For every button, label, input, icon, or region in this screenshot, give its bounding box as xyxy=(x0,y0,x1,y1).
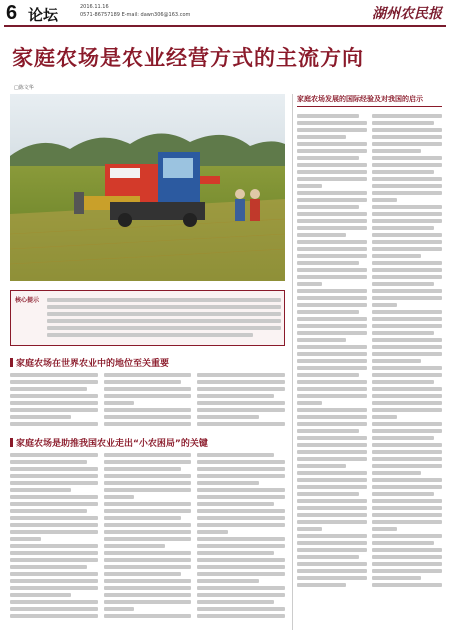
byline: □陈文华 xyxy=(14,85,34,91)
contact-line: 0571-86757189 E-mail: dawn306@163.com xyxy=(80,12,191,18)
section-heading-2: 家庭农场是助推我国农业走出“小农困局”的关键 xyxy=(10,436,208,449)
article-headline: 家庭农场是农业经营方式的主流方向 xyxy=(12,46,364,70)
date-line: 2016.11.16 xyxy=(80,4,109,10)
sidebar-body xyxy=(297,111,442,590)
key-points-box xyxy=(10,290,285,346)
section-2-body xyxy=(10,450,285,632)
sidebar-article xyxy=(292,94,442,630)
masthead xyxy=(0,0,450,26)
section-name: 论坛 xyxy=(28,6,59,24)
newspaper-name: 湖州农民报 xyxy=(372,6,442,22)
section-1-body xyxy=(10,370,285,432)
key-points-text xyxy=(47,295,281,343)
photo-illustration xyxy=(10,94,285,281)
masthead-rule xyxy=(4,25,446,27)
page-number: 6 xyxy=(6,2,18,24)
harvester-photo xyxy=(10,94,285,281)
key-points-tag: 核心提示 xyxy=(15,297,40,304)
section-heading-1: 家庭农场在世界农业中的地位至关重要 xyxy=(10,356,169,369)
sidebar-title: 家庭农场发展的国际经验及对我国的启示 xyxy=(297,94,442,107)
